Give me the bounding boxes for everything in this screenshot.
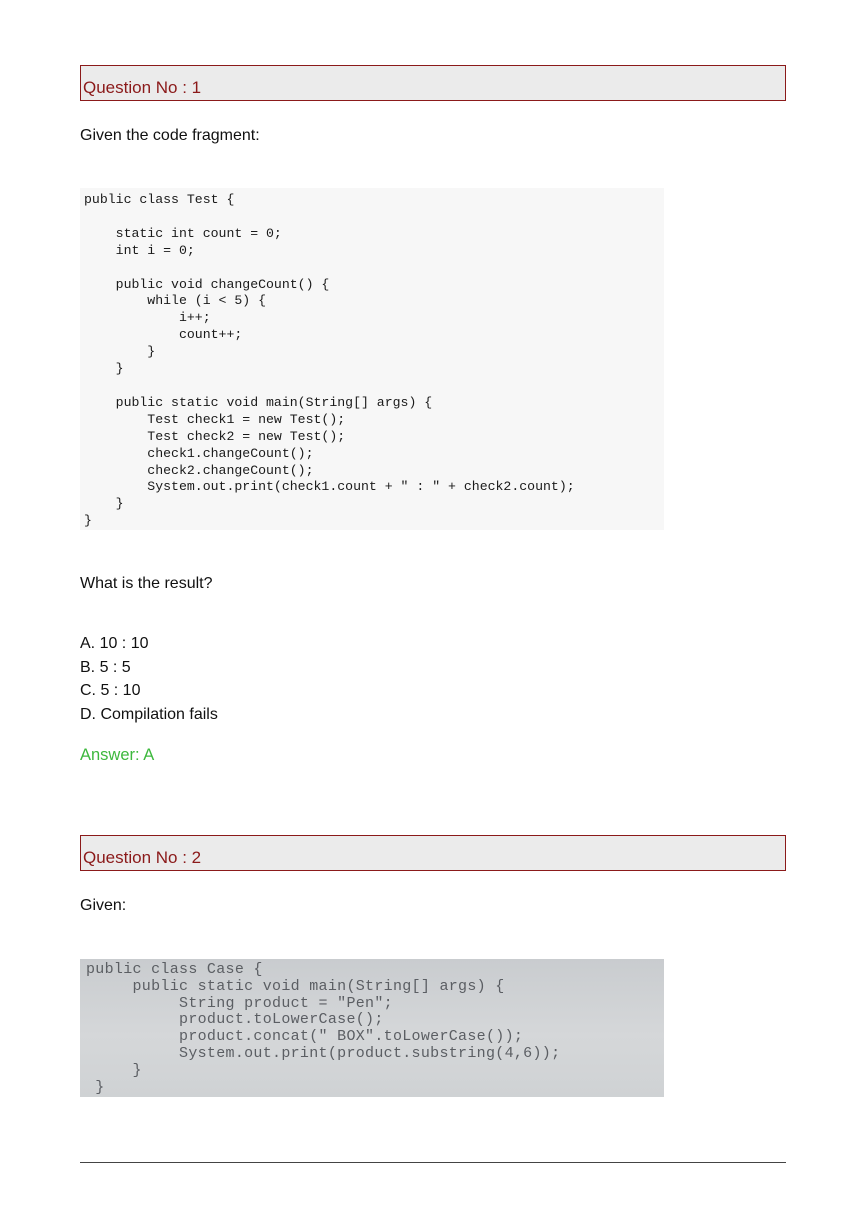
question-2-header xyxy=(80,835,786,871)
question-1-prompt: What is the result? xyxy=(80,575,213,592)
question-1-header xyxy=(80,65,786,101)
question-1-code-image: public class Test { static int count = 0; int i = 0; public void changeCount() { while (i < 5) { i++; count++; } } public static void main(String[] args) { Test check1 = new Test(); Test check2 = new Test(); check1.changeCount(); check2.changeCount(); System.out.print(check1.count + " : " + check2.count); } } xyxy=(80,188,664,530)
question-2-title: Question No : 2 xyxy=(83,848,202,867)
option-d: D. Compilation fails xyxy=(80,705,218,723)
question-2-code-image: public class Case { public static void main(String[] args) { String product = "Pen"; product.toLowerCase(); product.concat(" BOX".toLowerCase()); System.out.print(product.substring(4,6)); } } xyxy=(80,959,664,1097)
question-2-intro: Given: xyxy=(80,897,127,914)
option-b: B. 5 : 5 xyxy=(80,658,131,676)
footer-divider xyxy=(80,1162,786,1163)
option-c: C. 5 : 10 xyxy=(80,682,141,699)
question-1-intro: Given the code fragment: xyxy=(80,127,260,144)
question-1-options xyxy=(80,632,218,726)
question-1-answer: Answer: A xyxy=(80,746,155,764)
option-a: A. 10 : 10 xyxy=(80,635,149,652)
question-1-title: Question No : 1 xyxy=(83,78,202,97)
